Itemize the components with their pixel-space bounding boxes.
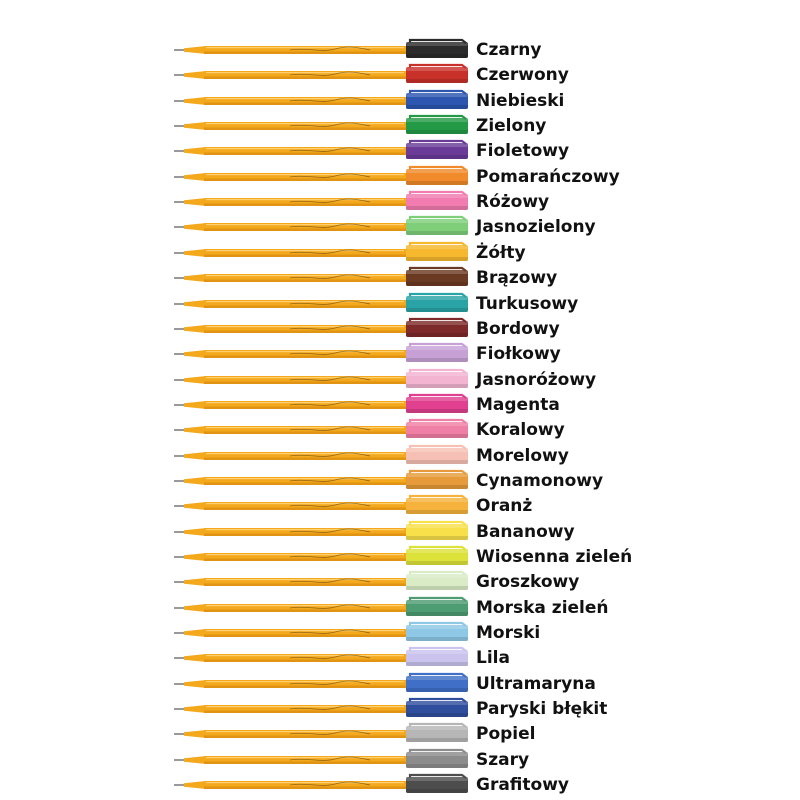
- pen-item: [0, 88, 800, 113]
- color-name-label: Bordowy: [476, 318, 560, 339]
- pen-drawing: [170, 392, 470, 417]
- color-name-label: Żółty: [476, 242, 526, 263]
- color-name-label: Morska zieleń: [476, 597, 609, 618]
- color-name-label: Brązowy: [476, 268, 558, 289]
- pen-cone: [184, 756, 204, 764]
- pen-item: [0, 519, 800, 544]
- pen-drawing: [170, 519, 470, 544]
- pen-cone: [184, 401, 204, 409]
- pen-cone: [184, 97, 204, 105]
- color-name-label: Paryski błękit: [476, 699, 608, 720]
- pen-cone: [184, 426, 204, 434]
- color-name-label: Bananowy: [476, 521, 575, 542]
- pen-cone: [184, 148, 204, 156]
- pen-item: [0, 443, 800, 468]
- pen-cone: [184, 705, 204, 713]
- pen-drawing: [170, 265, 470, 290]
- pen-cone: [184, 477, 204, 485]
- pen-item: [0, 316, 800, 341]
- color-name-label: Fiołkowy: [476, 344, 561, 365]
- color-name-label: Jasnoróżowy: [476, 369, 597, 390]
- pen-cone: [184, 224, 204, 232]
- pen-drawing: [170, 645, 470, 670]
- color-name-label: Turkusowy: [476, 293, 579, 314]
- color-name-label: Niebieski: [476, 90, 565, 111]
- pen-cone: [184, 300, 204, 308]
- pen-cone: [184, 325, 204, 333]
- pen-cone: [184, 528, 204, 536]
- pen-item: [0, 417, 800, 442]
- pen-cone: [184, 173, 204, 181]
- pen-item: [0, 671, 800, 696]
- pen-drawing: [170, 62, 470, 87]
- pen-cone: [184, 629, 204, 637]
- color-name-label: Fioletowy: [476, 141, 570, 162]
- pen-cone: [184, 655, 204, 663]
- pen-item: [0, 468, 800, 493]
- pen-item: [0, 747, 800, 772]
- color-name-label: Cynamonowy: [476, 470, 604, 491]
- pen-drawing: [170, 37, 470, 62]
- pen-cone: [184, 376, 204, 384]
- color-name-label: Zielony: [476, 116, 547, 137]
- pen-item: [0, 214, 800, 239]
- pen-cone: [184, 502, 204, 510]
- color-name-label: Grafitowy: [476, 775, 570, 796]
- pen-drawing: [170, 164, 470, 189]
- pen-item: [0, 645, 800, 670]
- color-name-label: Morelowy: [476, 445, 569, 466]
- pen-drawing: [170, 620, 470, 645]
- pen-drawing: [170, 772, 470, 797]
- pen-item: [0, 138, 800, 163]
- pen-drawing: [170, 367, 470, 392]
- pen-drawing: [170, 721, 470, 746]
- pen-item: [0, 772, 800, 797]
- pen-item: [0, 240, 800, 265]
- pen-item: [0, 569, 800, 594]
- color-name-label: Ultramaryna: [476, 673, 596, 694]
- pen-cone: [184, 274, 204, 282]
- color-name-label: Groszkowy: [476, 572, 580, 593]
- color-name-label: Koralowy: [476, 420, 565, 441]
- color-name-label: Różowy: [476, 192, 550, 213]
- pen-drawing: [170, 595, 470, 620]
- pen-drawing: [170, 138, 470, 163]
- color-name-label: Jasnozielony: [476, 217, 596, 238]
- pen-drawing: [170, 569, 470, 594]
- color-name-label: Czarny: [476, 40, 542, 60]
- pen-item: [0, 721, 800, 746]
- pen-drawing: [170, 417, 470, 442]
- pen-cone: [184, 46, 204, 54]
- color-name-label: Szary: [476, 749, 530, 770]
- pen-cone: [184, 350, 204, 358]
- pen-cone: [184, 680, 204, 688]
- pen-item: [0, 544, 800, 569]
- pen-item: [0, 265, 800, 290]
- pen-drawing: [170, 696, 470, 721]
- pen-item: [0, 341, 800, 366]
- color-name-label: Magenta: [476, 394, 560, 415]
- color-name-label: Wiosenna zieleń: [476, 547, 633, 567]
- pen-drawing: [170, 468, 470, 493]
- pen-cone: [184, 72, 204, 80]
- pen-item: [0, 493, 800, 518]
- pen-drawing: [170, 240, 470, 265]
- pen-cone: [184, 781, 204, 789]
- pen-cone: [184, 579, 204, 587]
- color-name-label: Morski: [476, 623, 541, 644]
- pen-drawing: [170, 747, 470, 772]
- pen-item: [0, 392, 800, 417]
- pen-drawing: [170, 671, 470, 696]
- pen-drawing: [170, 113, 470, 138]
- pen-item: [0, 189, 800, 214]
- pen-item: [0, 367, 800, 392]
- pen-drawing: [170, 341, 470, 366]
- pen-item: [0, 595, 800, 620]
- pen-drawing: [170, 443, 470, 468]
- color-name-label: Oranż: [476, 496, 533, 517]
- color-name-label: Lila: [476, 648, 510, 669]
- pen-cone: [184, 553, 204, 561]
- pen-cone: [184, 604, 204, 612]
- pen-item: [0, 696, 800, 721]
- pen-drawing: [170, 189, 470, 214]
- pen-cone: [184, 122, 204, 130]
- color-name-label: Pomarańczowy: [476, 166, 620, 187]
- pen-item: [0, 620, 800, 645]
- pen-drawing: [170, 291, 470, 316]
- pen-drawing: [170, 88, 470, 113]
- pen-item: [0, 37, 800, 62]
- color-name-label: Czerwony: [476, 65, 569, 86]
- pen-cone: [184, 249, 204, 257]
- color-name-label: Popiel: [476, 724, 536, 745]
- pen-drawing: [170, 316, 470, 341]
- pen-item: [0, 62, 800, 87]
- pen-cone: [184, 198, 204, 206]
- pen-item: [0, 113, 800, 138]
- pen-drawing: [170, 544, 470, 569]
- pen-cone: [184, 731, 204, 739]
- pen-cone: [184, 452, 204, 460]
- pen-drawing: [170, 493, 470, 518]
- pen-item: [0, 291, 800, 316]
- pen-item: [0, 164, 800, 189]
- pen-drawing: [170, 214, 470, 239]
